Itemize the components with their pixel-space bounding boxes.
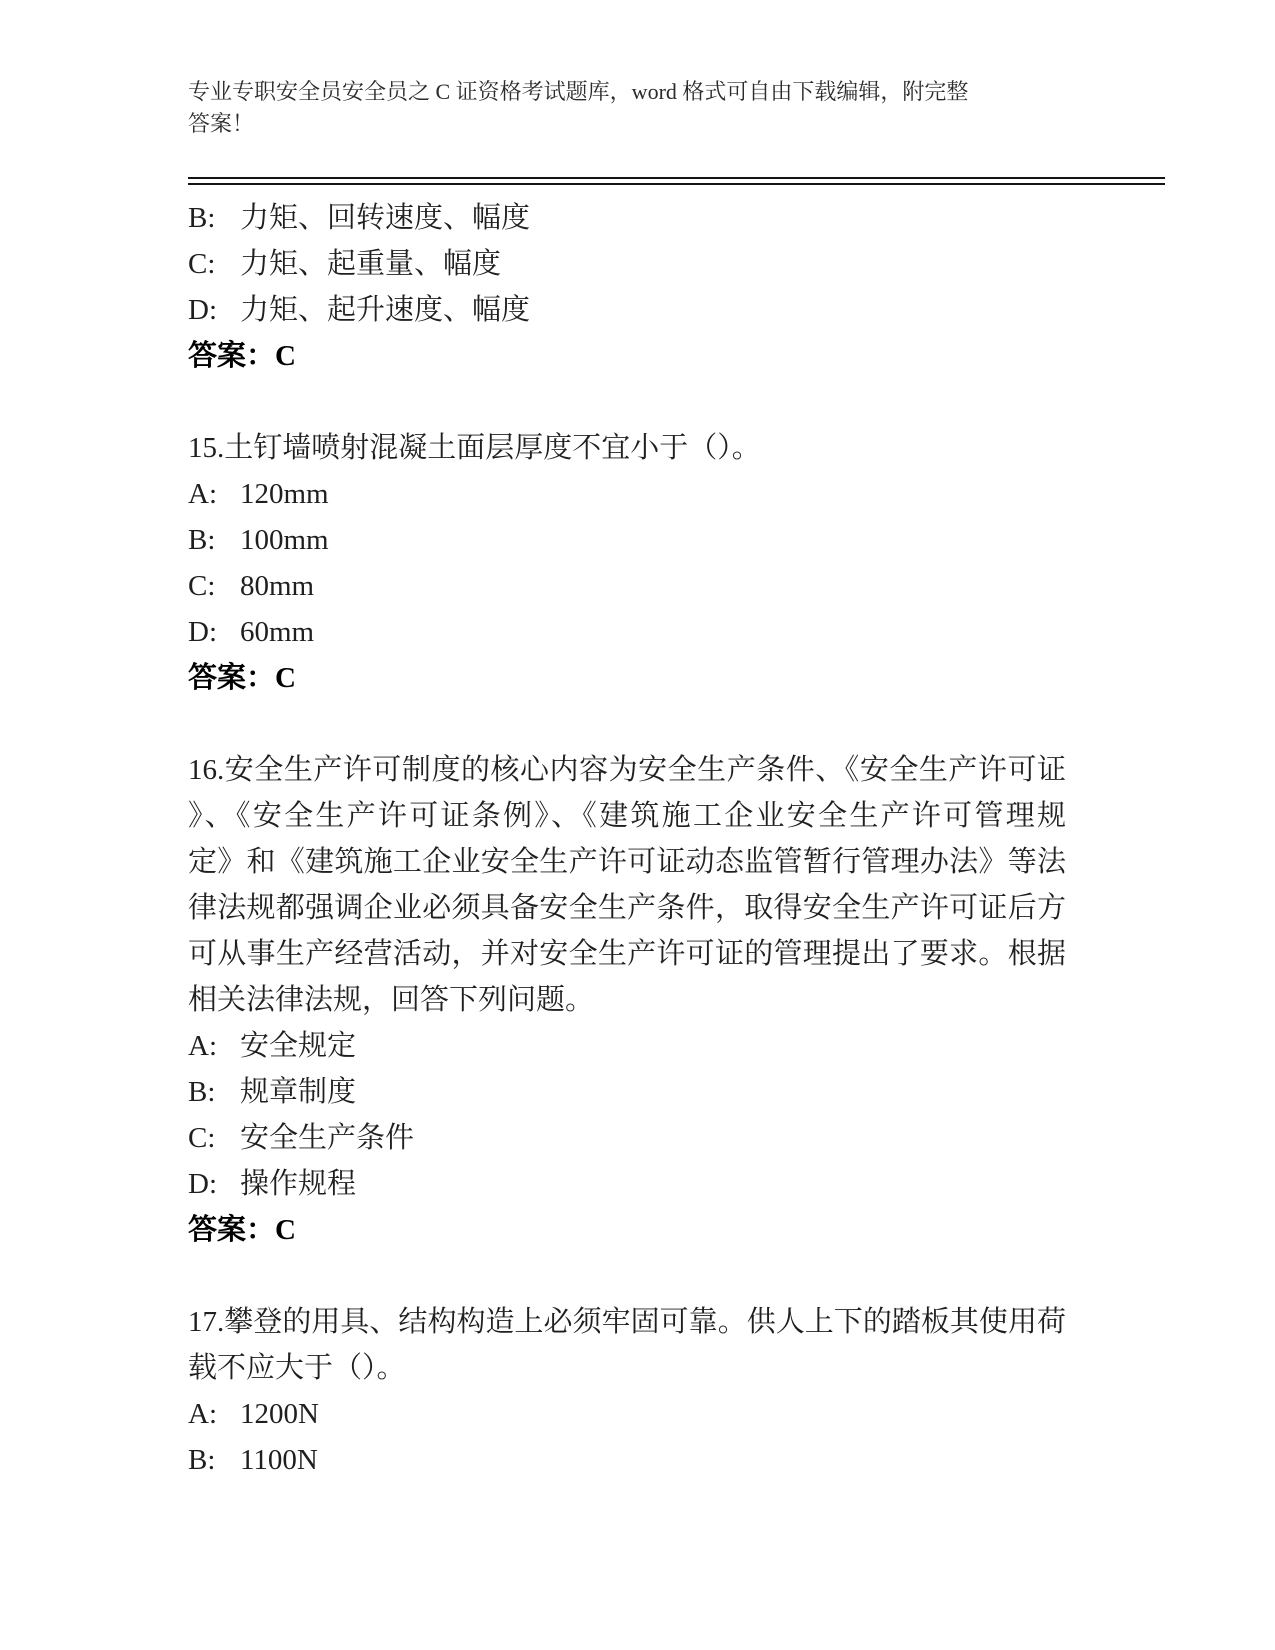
answer-value: C bbox=[275, 662, 296, 694]
answer-value: C bbox=[275, 340, 296, 372]
answer-line bbox=[188, 333, 1066, 379]
option-label: B: bbox=[188, 202, 216, 234]
option-b bbox=[188, 1069, 1066, 1115]
option-text: 80mm bbox=[240, 570, 315, 602]
option-label: D: bbox=[188, 294, 217, 326]
answer-line bbox=[188, 1207, 1066, 1253]
option-text: 120mm bbox=[240, 478, 329, 510]
option-text: 操作规程 bbox=[240, 1168, 357, 1200]
option-text: 1200N bbox=[240, 1398, 319, 1430]
option-d bbox=[188, 609, 1066, 655]
option-c bbox=[188, 1115, 1066, 1161]
option-text: 力矩、起升速度、幅度 bbox=[240, 294, 531, 326]
question-stem-line: 17.攀登的用具、结构构造上必须牢固可靠。供人上下的踏板其使用荷 bbox=[188, 1306, 1066, 1338]
option-label: D: bbox=[188, 616, 217, 648]
answer-prefix: 答案： bbox=[188, 662, 276, 694]
option-c bbox=[188, 563, 1066, 609]
question-stem-line: 载不应大于（）。 bbox=[188, 1352, 406, 1384]
answer-prefix: 答案： bbox=[188, 340, 276, 372]
option-label: B: bbox=[188, 1076, 216, 1108]
option-label: A: bbox=[188, 478, 217, 510]
answer-prefix: 答案： bbox=[188, 1214, 276, 1246]
option-text: 1100N bbox=[240, 1444, 318, 1476]
answer-value: C bbox=[275, 1214, 296, 1246]
option-text: 力矩、起重量、幅度 bbox=[240, 248, 502, 280]
option-text: 100mm bbox=[240, 524, 329, 556]
question-16 bbox=[188, 747, 1066, 1253]
option-a bbox=[188, 471, 1066, 517]
question-17 bbox=[188, 1299, 1066, 1483]
option-label: B: bbox=[188, 1444, 216, 1476]
option-text: 安全规定 bbox=[240, 1030, 357, 1062]
option-text: 安全生产条件 bbox=[240, 1122, 415, 1154]
question-stem-line: 相关法律法规，回答下列问题。 bbox=[188, 984, 595, 1016]
option-text: 规章制度 bbox=[240, 1076, 357, 1108]
option-a bbox=[188, 1391, 1066, 1437]
question-stem-line: 律法规都强调企业必须具备安全生产条件，取得安全生产许可证后方 bbox=[188, 892, 1066, 924]
option-b bbox=[188, 195, 1066, 241]
header-line-2: 答案！ bbox=[188, 111, 255, 136]
option-label: B: bbox=[188, 524, 216, 556]
option-text: 力矩、回转速度、幅度 bbox=[240, 202, 531, 234]
question-stem-line: 》、《安全生产许可证条例》、《建筑施工企业安全生产许可管理规 bbox=[188, 800, 1066, 832]
question-stem: 15.土钉墙喷射混凝土面层厚度不宜小于（）。 bbox=[188, 432, 761, 464]
question-stem-line: 16.安全生产许可制度的核心内容为安全生产条件、《安全生产许可证 bbox=[188, 754, 1066, 786]
option-b bbox=[188, 517, 1066, 563]
option-text: 60mm bbox=[240, 616, 315, 648]
option-label: A: bbox=[188, 1030, 217, 1062]
header-line-1: 专业专职安全员安全员之 C 证资格考试题库，word 格式可自由下载编辑，附完整 bbox=[188, 79, 969, 104]
question-15 bbox=[188, 425, 1066, 701]
option-d bbox=[188, 1161, 1066, 1207]
option-label: D: bbox=[188, 1168, 217, 1200]
question-stem-line: 定》和《建筑施工企业安全生产许可证动态监管暂行管理办法》等法 bbox=[188, 846, 1066, 878]
question-stem-line: 可从事生产经营活动，并对安全生产许可证的管理提出了要求。根据 bbox=[188, 938, 1066, 970]
option-label: A: bbox=[188, 1398, 217, 1430]
option-d bbox=[188, 287, 1066, 333]
option-c bbox=[188, 241, 1066, 287]
previous-question-tail bbox=[188, 195, 1066, 379]
header-divider-rule bbox=[188, 177, 1165, 185]
option-b bbox=[188, 1437, 1066, 1483]
option-label: C: bbox=[188, 570, 216, 602]
option-label: C: bbox=[188, 1122, 216, 1154]
answer-line bbox=[188, 655, 1066, 701]
document-header bbox=[188, 76, 1088, 140]
option-a bbox=[188, 1023, 1066, 1069]
option-label: C: bbox=[188, 248, 216, 280]
